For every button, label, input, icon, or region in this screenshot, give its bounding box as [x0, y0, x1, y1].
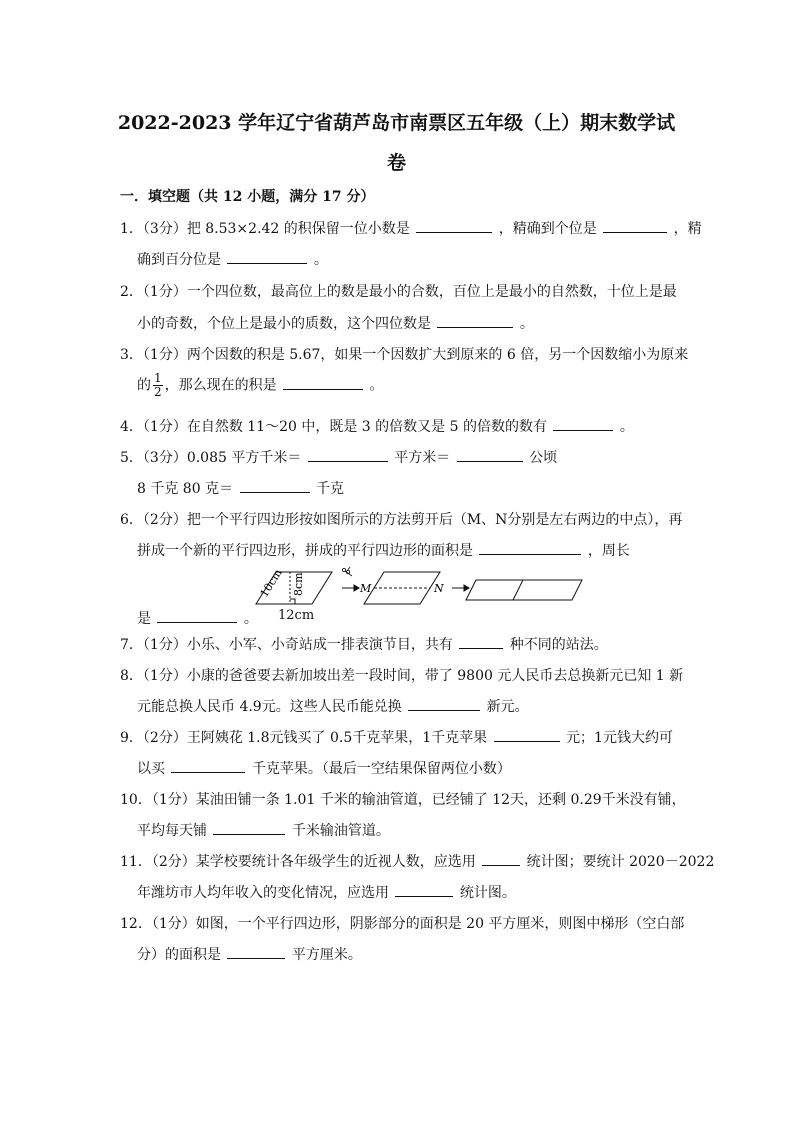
q1-blank-1[interactable] — [416, 218, 492, 233]
q6-text-b: 拼成一个新的平行四边形，拼成的平行四边形的面积是 — [137, 543, 473, 559]
figure-height-label: 8cm — [292, 572, 305, 596]
q6-text-e: 。 — [243, 611, 258, 627]
q3-text-d: 。 — [369, 377, 384, 394]
q4-text-b: 。 — [619, 419, 634, 435]
question-2-line1 — [120, 281, 677, 301]
q4-text-a: 4．（1分）在自然数 11～20 中，既是 3 的倍数又是 5 的倍数的数有 — [120, 419, 547, 435]
question-6-line2 — [137, 540, 630, 560]
q12-text-a: 12．（1分）如图，一个平行四边形，阴影部分的面积是 20 平方厘米，则图中梯形（空白部 — [120, 916, 685, 932]
question-11-line1 — [120, 851, 714, 871]
q1-blank-3[interactable] — [227, 249, 307, 264]
fraction-numerator: 1 — [154, 371, 162, 385]
q9-blank-2[interactable] — [171, 758, 245, 773]
q6-blank-1[interactable] — [479, 540, 581, 555]
q11-text-c: 年潍坊市人均年收入的变化情况，应选用 — [137, 885, 389, 901]
question-1-line2 — [137, 249, 328, 269]
fraction-one-half — [153, 372, 163, 399]
q6-text-a: 6．（2分）把一个平行四边形按如图所示的方法剪开后（M、N分别是左右两边的中点），再 — [120, 512, 683, 528]
question-12-line2 — [137, 944, 362, 964]
arrow-right-icon — [452, 585, 469, 591]
question-5-line1 — [120, 447, 557, 467]
q1-text-e: 。 — [313, 252, 328, 268]
q9-text-b: 元；1元钱大约可 — [566, 730, 673, 746]
q9-blank-1[interactable] — [494, 727, 560, 742]
q5-blank-2[interactable] — [457, 447, 523, 462]
q10-blank-1[interactable] — [213, 820, 285, 835]
q12-blank-1[interactable] — [227, 944, 285, 959]
q5-text-a: 5．（3分）0.085 平方千米＝ — [120, 450, 302, 466]
question-2-line2 — [137, 313, 534, 333]
q5-text-e: 千克 — [315, 481, 344, 497]
q5-text-c: 公顷 — [529, 450, 558, 466]
q1-text-b: ，精确到个位是 — [498, 221, 597, 237]
q12-text-b: 分）的面积是 — [137, 947, 221, 963]
question-9-line1 — [120, 727, 673, 747]
question-11-line2 — [137, 882, 516, 902]
q3-blank-1[interactable] — [283, 375, 363, 390]
q10-text-b: 平均每天铺 — [137, 823, 207, 839]
q2-text-a: 2．（1分）一个四位数，最高位上的数是最小的合数，百位上是最小的自然数，十位上是最 — [120, 284, 677, 300]
fraction-denominator: 2 — [154, 385, 162, 399]
question-1-line1 — [120, 218, 702, 238]
q9-text-c: 以买 — [137, 761, 165, 777]
q11-blank-1[interactable] — [482, 851, 520, 866]
question-3-line1 — [120, 344, 688, 364]
q7-blank-1[interactable] — [459, 634, 503, 649]
q10-text-a: 10．（1分）某油田铺一条 1.01 千米的输油管道，已经铺了 12天，还剩 0.29千米没有铺， — [120, 792, 686, 808]
arrow-right-icon — [342, 585, 359, 591]
q7-text-b: 种不同的站法。 — [509, 637, 608, 653]
q1-text-c: ，精 — [673, 221, 702, 237]
figure-side-label: 10cm — [257, 566, 285, 600]
result-parallelogram — [466, 580, 582, 600]
figure-label-n: N — [434, 582, 444, 595]
q10-text-c: 千米输油管道。 — [291, 823, 390, 839]
q8-blank-1[interactable] — [408, 696, 480, 711]
q6-text-d: 是 — [137, 611, 151, 627]
q5-text-b: 平方米＝ — [394, 450, 451, 466]
question-7 — [120, 634, 608, 654]
figure-base-label: 12cm — [278, 608, 315, 623]
page-title-line1: 2022-2023 学年辽宁省葫芦岛市南票区五年级（上）期末数学试 — [117, 112, 676, 134]
q9-text-a: 9．（2分）王阿姨花 1.8元钱买了 0.5千克苹果，1千克苹果 — [120, 730, 488, 746]
q4-blank-1[interactable] — [553, 416, 613, 431]
question-5-line2 — [137, 478, 344, 498]
q8-text-a: 8．（1分）小康的爸爸要去新加坡出差一段时间，带了 9800 元人民币去总换新元已知 1 新 — [120, 668, 684, 684]
scissors-icon — [342, 567, 352, 576]
result-divider — [513, 580, 523, 600]
q5-blank-3[interactable] — [240, 478, 310, 493]
question-12-line1 — [120, 913, 684, 933]
question-10-line1 — [120, 789, 686, 809]
q3-text-a: 3．（1分）两个因数的积是 5.67，如果一个因数扩大到原来的 6 倍，另一个因数缩小为原来 — [120, 347, 689, 363]
question-3-line2 — [137, 372, 384, 399]
q8-text-b: 元能总换人民币 4.9元。这些人民币能兑换 — [137, 699, 402, 715]
q5-blank-1[interactable] — [308, 447, 388, 462]
q11-text-b: 统计图；要统计 2020－2022 — [526, 854, 715, 870]
question-6-line3 — [137, 608, 258, 628]
q3-text-c: ，那么现在的积是 — [164, 377, 277, 394]
q11-text-a: 11．（2分）某学校要统计各年级学生的近视人数，应选用 — [120, 854, 476, 870]
question-10-line2 — [137, 820, 390, 840]
q2-blank-1[interactable] — [437, 313, 513, 328]
q3-text-b: 的 — [137, 377, 151, 394]
q9-text-d: 千克苹果。（最后一空结果保留两位小数） — [251, 761, 511, 777]
right-angle-mark — [290, 599, 295, 604]
q1-blank-2[interactable] — [603, 218, 667, 233]
question-9-line2 — [137, 758, 511, 778]
q5-text-d: 8 千克 80 克＝ — [137, 481, 234, 497]
q1-text-d: 确到百分位是 — [137, 252, 221, 268]
q8-text-c: 新元。 — [486, 699, 529, 715]
q6-blank-2[interactable] — [157, 608, 237, 623]
question-8-line1 — [120, 665, 683, 685]
q11-text-d: 统计图。 — [459, 885, 516, 901]
page-title-line2: 卷 — [386, 152, 406, 174]
q11-blank-2[interactable] — [395, 882, 453, 897]
question-8-line2 — [137, 696, 529, 716]
question-4 — [120, 416, 634, 436]
figure-label-m: M — [360, 582, 372, 595]
q7-text-a: 7．（1分）小乐、小军、小奇站成一排表演节目，共有 — [120, 637, 453, 653]
q2-text-b: 小的奇数，个位上是最小的质数，这个四位数是 — [137, 316, 431, 332]
q12-text-c: 平方厘米。 — [291, 947, 362, 963]
question-6-line1 — [120, 509, 682, 529]
q2-text-c: 。 — [519, 316, 534, 332]
q6-text-c: ，周长 — [587, 543, 630, 559]
section-heading: 一．填空题（共 12 小题，满分 17 分） — [120, 189, 375, 205]
q1-text-a: 1．（3分）把 8.53×2.42 的积保留一位小数是 — [120, 221, 410, 237]
